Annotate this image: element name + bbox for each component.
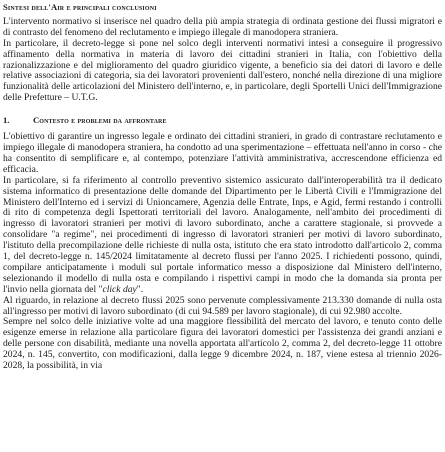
document-page bbox=[3, 2, 442, 372]
section-heading bbox=[3, 115, 442, 126]
section-number: 1. bbox=[3, 115, 10, 126]
section-paragraph-4 bbox=[3, 317, 442, 372]
paragraph-text: L'obiettivo di garantire un ingresso legale e ordinato dei cittadini stranieri, in grado di contrastare reclutamento e impiego illegale di manodopera straniera, ha condotto ad una sperimentazione – effettuata nell'anno in corso - che ha consentito di semplificare e, al contempo, potenziare l'attività amministrativa, accrescendone efficienza ed efficacia. bbox=[3, 131, 442, 175]
summary-heading-text: Sintesi dell'Air e principali conclusioni bbox=[3, 2, 157, 12]
section-paragraph-1 bbox=[3, 132, 442, 176]
paragraph-text: Sempre nel solco delle iniziative volte ad una maggiore flessibilità del mercato del lavoro, e tenuto conto delle esigenze emerse in relazione alla particolare figura dei lavoratori domestici per l'assistenza dei grandi anziani e delle persone con disabilità, mediante una novella apportata all'articolo 2, comma 2, del decreto-legge 11 ottobre 2024, n. 145, convertito, con modificazioni, dalla legge 9 dicembre 2024, n. 187, viene estesa al triennio 2026-2028, la possibilità, in via bbox=[3, 316, 442, 372]
section-paragraph-3 bbox=[3, 296, 442, 318]
paragraph-text: In particolare, si fa riferimento al controllo preventivo sistemico assicurato dall'interoperabilità tra il dedicato sistema informatico di presentazione delle domande del Dipartimento per le Libertà Civili e l'Immigrazione del Ministero dell'Interno ed i servizi di Unioncamere, Agenzia delle Entrate, Inps, e Agid, fermi restando i controlli di rito di competenza degli Ispettorati territoriali del lavoro. Analogamente, nell'ambito dei procedimenti di ingresso di lavoratori stranieri per motivi di lavoro subordinato, anche a carattere stagionale, si provvede a consolidare "a regime", nei procedimenti di ingresso di lavoratori stranieri per motivi di lavoro subordinato, l'istituto della precompilazione delle richieste di nulla osta, istituto che era stato introdotto dall'articolo 2, comma 1, del decreto-legge n. 145/2024 limitatamente al decreto flussi per l'anno 2025. I richiedenti possono, quindi, compilare anticipatamente i moduli sul portale informatico messo a disposizione dal Ministero dell'interno, selezionando il modello di nulla osta e compilando i rispettivi campi in modo che la domanda sia pronta per l'invio nella giornata del " bbox=[3, 174, 442, 295]
emphasized-term: click day bbox=[102, 283, 137, 295]
section-title: Contesto e problemi da affrontare bbox=[33, 115, 167, 126]
paragraph-text: Al riguardo, in relazione al decreto flussi 2025 sono pervenute complessivamente 213.330 domande di nulla osta all'ingresso per motivi di lavoro subordinato (di cui 94.589 per lavoro stagionale), di cui 92.980 accolte. bbox=[3, 294, 442, 317]
paragraph-text-end: ". bbox=[136, 283, 144, 295]
intro-paragraph-2: In particolare, il decreto-legge si pone nel solco degli interventi normativi intesi a conseguire il progressivo affinamento della normativa in materia di lavoro dei cittadini stranieri in Italia, con l'obiettivo della razionalizzazione e del miglioramento del quadro giuridico vigente, a beneficio sia dei datori di lavoro e delle relative associazioni di categoria, sia dei lavoratori provenienti dall'estero, nonché nella direzione di una migliore funzionalità delle articolazioni del Ministero dell'interno, e, in particolare, degli Sportelli Unici dell'Immigrazione delle Prefetture – U.T.G. bbox=[3, 37, 442, 104]
summary-heading bbox=[3, 2, 442, 13]
intro-paragraph-1: L'intervento normativo si inserisce nel quadro della più ampia strategia di ordinata gestione dei flussi migratori e di contrasto del fenomeno del reclutamento e impiego illegale di manodopera straniera. bbox=[3, 15, 442, 38]
section-paragraph-2 bbox=[3, 176, 442, 296]
section-spacer bbox=[3, 104, 442, 115]
